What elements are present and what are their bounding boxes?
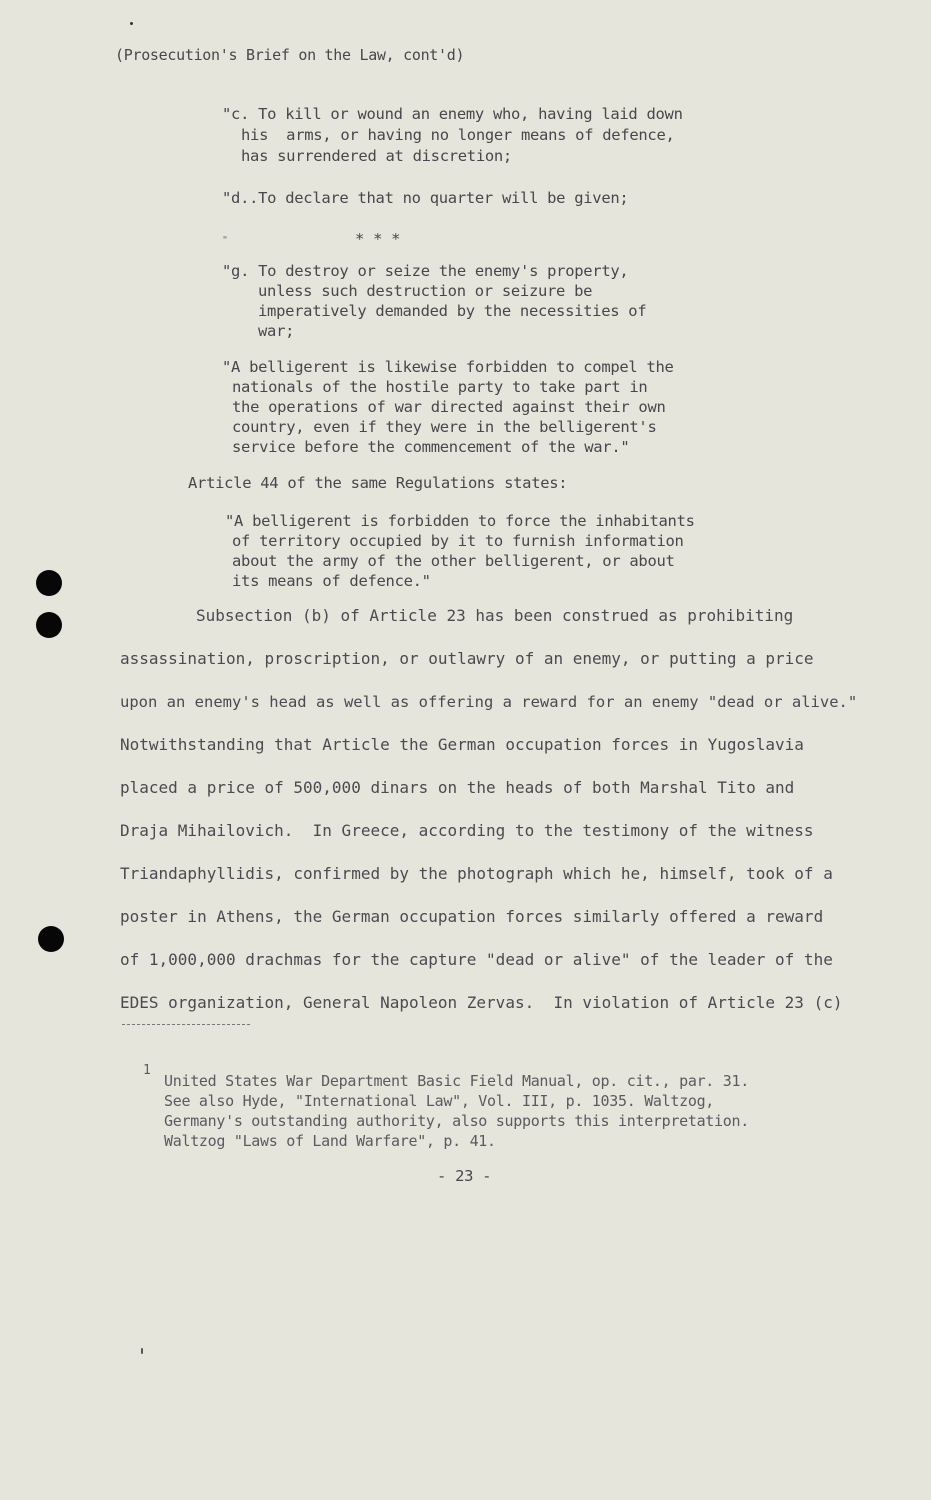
body-line: EDES organization, General Napoleon Zervas. In violation of Article 23 (c) [120,993,843,1012]
quote-g-line: "g. To destroy or seize the enemy's property, [222,262,629,280]
footnote-separator [122,1024,250,1025]
footnote-marker: 1 [143,1063,151,1078]
body-line: poster in Athens, the German occupation forces similarly offered a reward [120,907,824,926]
quote-44-line: about the army of the other belligerent, or about [232,552,675,570]
body-line: Notwithstanding that Article the German occupation forces in Yugoslavia [120,735,804,754]
page-header: (Prosecution's Brief on the Law, cont'd) [115,46,465,64]
quote-d-line: "d..To declare that no quarter will be given; [222,189,629,207]
article-44-intro: Article 44 of the same Regulations states: [188,474,568,492]
quote-44-line: of territory occupied by it to furnish information [232,532,684,550]
footnote-line: Germany's outstanding authority, also supports this interpretation. [164,1112,749,1130]
paper-speck [141,1348,143,1354]
quote-44-line: "A belligerent is forbidden to force the inhabitants [225,512,695,530]
quote-belligerent-line: nationals of the hostile party to take part in [232,378,648,396]
binder-hole [36,570,62,596]
quote-belligerent-line: service before the commencement of the war." [232,438,630,456]
quote-c-line: his arms, or having no longer means of defence, [241,126,675,144]
body-line: of 1,000,000 drachmas for the capture "dead or alive" of the leader of the [120,950,833,969]
paper-speck [130,22,133,25]
footnote-line: See also Hyde, "International Law", Vol. III, p. 1035. Waltzog, [164,1092,715,1110]
quote-belligerent-line: the operations of war directed against their own [232,398,666,416]
body-line: assassination, proscription, or outlawry of an enemy, or putting a price [120,649,814,668]
body-line: Draja Mihailovich. In Greece, according to the testimony of the witness [120,821,814,840]
asterisks-separator: * * * [355,230,401,248]
body-line: Subsection (b) of Article 23 has been construed as prohibiting [196,606,794,625]
binder-hole [36,612,62,638]
binder-hole [38,926,64,952]
body-line: placed a price of 500,000 dinars on the heads of both Marshal Tito and [120,778,795,797]
footnote-line: Waltzog "Laws of Land Warfare", p. 41. [164,1132,496,1150]
ellipsis-quote-mark: " [222,235,228,246]
body-line: Triandaphyllidis, confirmed by the photograph which he, himself, took of a [120,864,833,883]
quote-g-line: unless such destruction or seizure be [258,282,593,300]
quote-c-line: has surrendered at discretion; [241,147,512,165]
quote-c-line: "c. To kill or wound an enemy who, having laid down [222,105,683,123]
page-number: - 23 - [437,1167,492,1185]
quote-44-line: its means of defence." [232,572,431,590]
body-line: upon an enemy's head as well as offering a reward for an enemy "dead or alive." [120,693,858,711]
quote-g-line: imperatively demanded by the necessities of [258,302,647,320]
footnote-line: United States War Department Basic Field Manual, op. cit., par. 31. [164,1072,749,1090]
quote-belligerent-line: "A belligerent is likewise forbidden to compel the [222,358,674,376]
quote-g-line: war; [258,322,295,340]
quote-belligerent-line: country, even if they were in the belligerent's [232,418,657,436]
